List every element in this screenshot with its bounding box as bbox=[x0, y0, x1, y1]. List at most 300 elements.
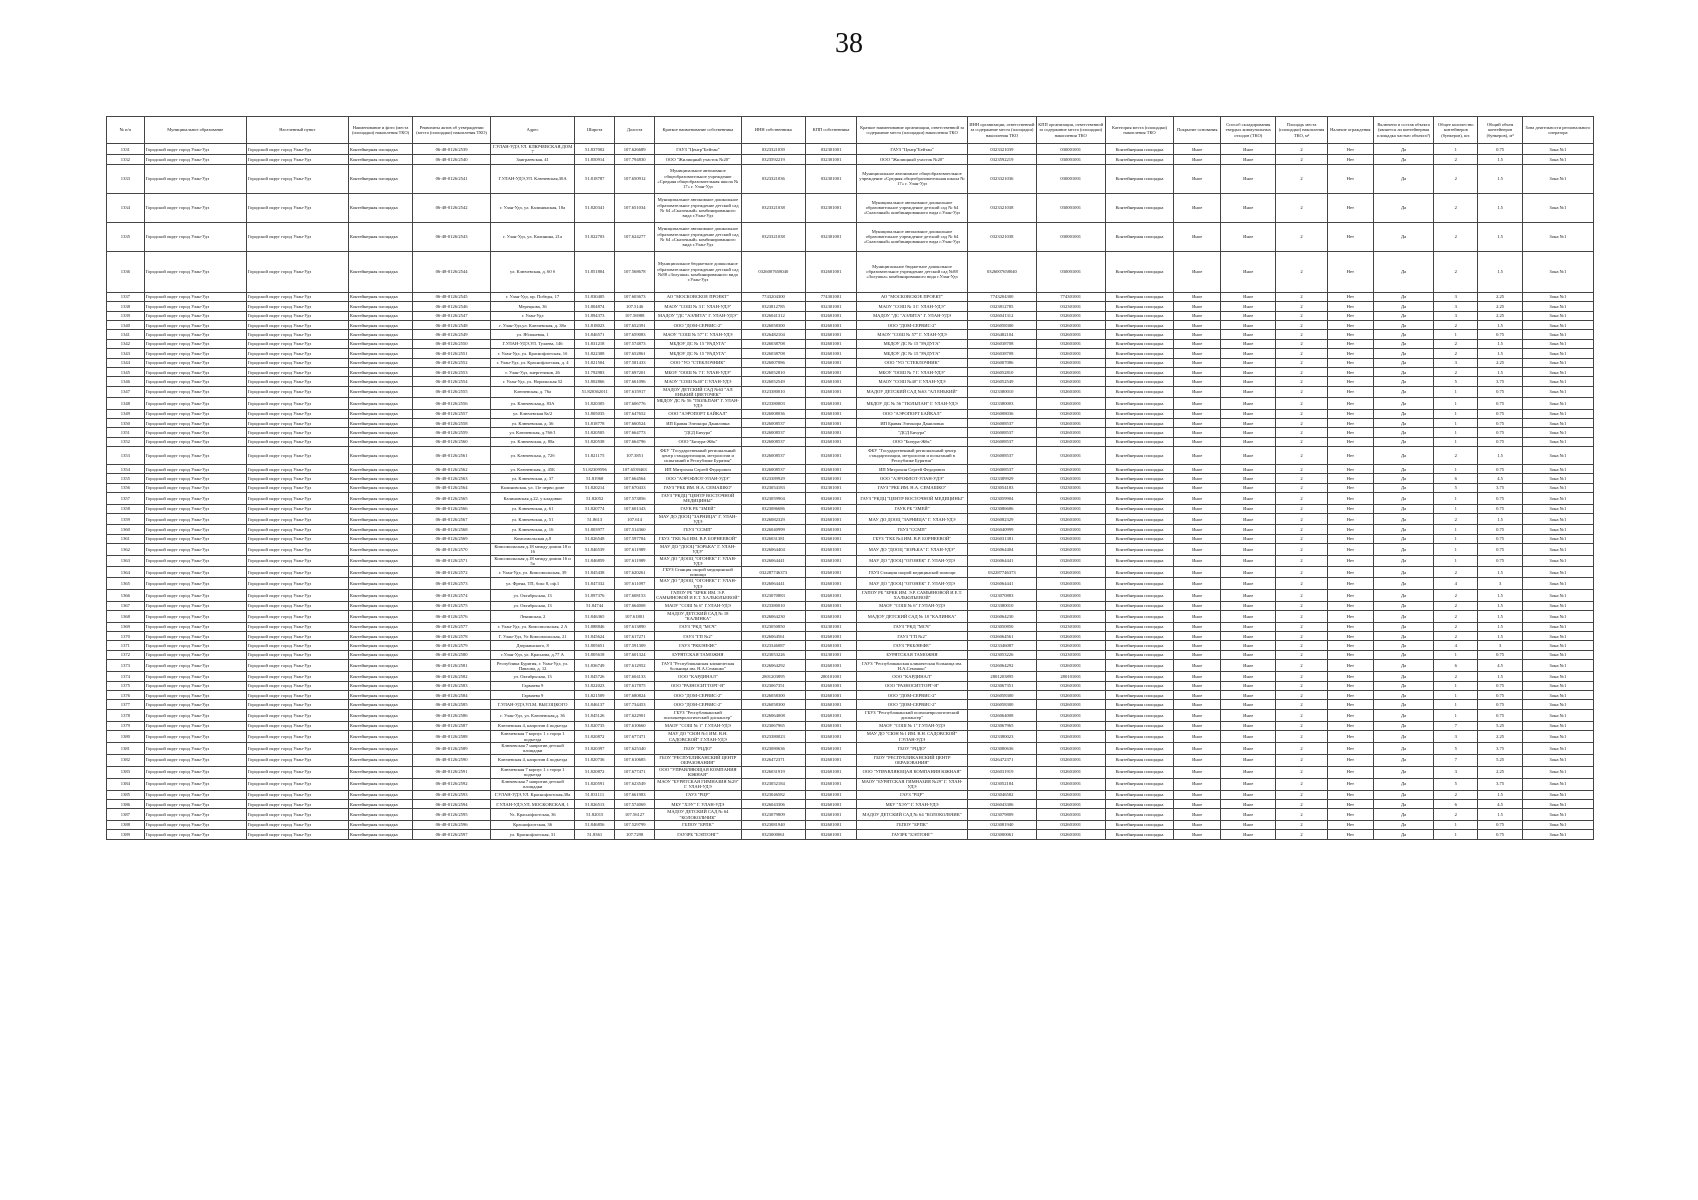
table-cell: Нет bbox=[1327, 222, 1374, 251]
table-cell: Да bbox=[1374, 766, 1434, 778]
table-cell: МАДОУ ДЕТСКИЙ САД № 64 "КОЛОКОЛЬЧИК" bbox=[655, 809, 742, 820]
table-cell: ООО "УПРАВЛЯЮЩАЯ КОМПАНИЯ ЮЖНАЯ" bbox=[857, 766, 968, 778]
table-cell: 032601001 bbox=[1036, 311, 1105, 320]
table-cell: Иное bbox=[1174, 222, 1221, 251]
table-cell: Контейнерная площадка bbox=[348, 493, 412, 504]
table-cell: Иное bbox=[1174, 386, 1221, 397]
table-cell: 06-48-0126/2576 bbox=[413, 611, 491, 622]
table-cell: Ключевская 7 напротив детской площадки bbox=[490, 778, 574, 790]
table-cell: Нет bbox=[1327, 320, 1374, 329]
table-cell: 107.568678 bbox=[615, 251, 655, 292]
table-cell: Контейнерная площадка bbox=[1105, 709, 1174, 721]
table-cell: 032301001 bbox=[806, 155, 857, 164]
table-cell: Зона №1 bbox=[1522, 790, 1593, 799]
table-cell: 2 bbox=[1434, 367, 1478, 376]
table-cell: 030001001 bbox=[1036, 251, 1105, 292]
table-cell: Контейнерная площадка bbox=[348, 251, 412, 292]
table-cell: 06-48-0126/2553 bbox=[413, 367, 491, 376]
table-cell: Городской округ город Улан-Удэ bbox=[246, 465, 348, 474]
table-cell: Контейнерная площадка bbox=[348, 809, 412, 820]
table-cell: Зона №1 bbox=[1522, 681, 1593, 690]
table-cell: Иное bbox=[1174, 578, 1221, 589]
table-cell: 032601001 bbox=[1036, 721, 1105, 730]
table-cell: Муниципальное автономное дошкольное образовательное учреждение детский сад № 64 «Сказочный» комбинированного вида г.Улан-Удэ bbox=[857, 193, 968, 222]
table-cell: 06-48-0126/2560 bbox=[413, 437, 491, 446]
table-cell: 0326064441 bbox=[968, 555, 1037, 566]
table-cell: 06-48-0126/2574 bbox=[413, 589, 491, 601]
table-cell: 1.5 bbox=[1478, 589, 1522, 601]
table-cell: Городской округ город Улан-Удэ bbox=[144, 641, 246, 650]
table-cell: 0.75 bbox=[1478, 465, 1522, 474]
table-cell: Иное bbox=[1221, 320, 1276, 329]
table-cell: 06-48-0126/2555 bbox=[413, 386, 491, 397]
table-cell: 0323067965 bbox=[741, 721, 805, 730]
table-cell: ул. Френа, ТП, бокс 8, оф.1 bbox=[490, 578, 574, 589]
table-cell: Иное bbox=[1221, 483, 1276, 492]
table-cell: МАОУ "СОШ №40" Г.УЛАН-УДЭ bbox=[857, 377, 968, 386]
table-cell: 032601001 bbox=[1036, 641, 1105, 650]
table-cell: 0323380010 bbox=[741, 601, 805, 610]
table-cell: 0323046582 bbox=[968, 790, 1037, 799]
table-cell: 0323080636 bbox=[741, 743, 805, 754]
table-cell: Иное bbox=[1221, 611, 1276, 622]
table-cell: 032601001 bbox=[806, 681, 857, 690]
table-cell: 06-48-0126/2583 bbox=[413, 681, 491, 690]
table-cell: 0326064561 bbox=[968, 632, 1037, 641]
table-cell: Иное bbox=[1221, 514, 1276, 525]
table-cell: 06-48-0126/2541 bbox=[413, 164, 491, 193]
table-cell: ул. Ключевская, д. 72б bbox=[490, 447, 574, 465]
table-cell: 2 bbox=[1276, 589, 1327, 601]
table-cell: 0323059904 bbox=[968, 493, 1037, 504]
table-cell: 1368 bbox=[107, 611, 145, 622]
table-cell: 2 bbox=[1434, 222, 1478, 251]
table-cell: 2801203895 bbox=[968, 672, 1037, 681]
table-cell: 032601001 bbox=[806, 555, 857, 566]
table-cell: АО "МОСКОВСКОЕ ПРОЕКТ" bbox=[655, 292, 742, 301]
table-cell: 032301001 bbox=[806, 302, 857, 311]
table-cell: 107.591309 bbox=[615, 641, 655, 650]
table-row bbox=[107, 731, 1594, 743]
table-cell: Ключевская 4, напротив 4 подъезда bbox=[490, 754, 574, 766]
table-cell: Городской округ город Улан-Удэ bbox=[246, 790, 348, 799]
table-cell: Контейнерная площадка bbox=[348, 222, 412, 251]
table-cell: Иное bbox=[1174, 339, 1221, 348]
table-cell: ИП Бравая Элеонора Даниловна bbox=[655, 418, 742, 427]
table-row bbox=[107, 525, 1594, 534]
table-cell: 107.647652 bbox=[615, 409, 655, 418]
table-cell: г. Улан-Удэ bbox=[490, 311, 574, 320]
table-cell: 032601001 bbox=[1036, 578, 1105, 589]
table-cell: 3 bbox=[1478, 641, 1522, 650]
table-cell: 51.820872 bbox=[575, 766, 615, 778]
table-cell: 3 bbox=[1434, 311, 1478, 320]
table-cell: МБДОУ ДС № 15 "РАДУГА" bbox=[857, 339, 968, 348]
table-cell: Иное bbox=[1221, 339, 1276, 348]
table-cell: ГБОУ "РЦДО" bbox=[857, 743, 968, 754]
table-cell: 4.5 bbox=[1478, 799, 1522, 808]
table-cell: Контейнерная площадка bbox=[1105, 437, 1174, 446]
table-cell: Нет bbox=[1327, 144, 1374, 155]
table-cell: Да bbox=[1374, 367, 1434, 376]
table-cell: 0.75 bbox=[1478, 428, 1522, 437]
table-cell: 0323067965 bbox=[968, 721, 1037, 730]
table-cell: 51.82309596 bbox=[575, 465, 615, 474]
table-cell: Контейнерная площадка bbox=[348, 731, 412, 743]
table-cell: ГАУК РБ "ЗМЕЙ" bbox=[857, 504, 968, 513]
table-cell: Нет bbox=[1327, 311, 1374, 320]
table-cell: 0326064404 bbox=[741, 544, 805, 555]
table-cell: 06-48-0126/2589 bbox=[413, 743, 491, 754]
table-cell: 0326058300 bbox=[968, 691, 1037, 700]
table-cell: Нет bbox=[1327, 251, 1374, 292]
table-row bbox=[107, 339, 1594, 348]
table-cell: Городской округ город Улан-Удэ bbox=[246, 681, 348, 690]
table-cell: Да bbox=[1374, 555, 1434, 566]
column-header: Муниципальное образование bbox=[144, 117, 246, 144]
table-cell: 107.622901 bbox=[615, 709, 655, 721]
table-cell: Городской округ город Улан-Удэ bbox=[246, 222, 348, 251]
table-cell: 107.615917 bbox=[615, 386, 655, 397]
table-cell: Да bbox=[1374, 830, 1434, 839]
column-header: ИНН собственника bbox=[741, 117, 805, 144]
table-cell: г. Улан-Удэ, ул. Комсомольская, 2 А bbox=[490, 622, 574, 631]
table-row bbox=[107, 320, 1594, 329]
column-header: Наличие ограждения bbox=[1327, 117, 1374, 144]
table-cell: 51.820591 bbox=[575, 778, 615, 790]
table-cell: 032601001 bbox=[806, 437, 857, 446]
table-cell: 107.697201 bbox=[615, 367, 655, 376]
table-cell: 51.822308 bbox=[575, 349, 615, 358]
table-cell: ГБУЗ "Республиканский психоневрологический диспансер" bbox=[857, 709, 968, 721]
table-cell: 51.820305 bbox=[575, 398, 615, 409]
table-cell: Иное bbox=[1174, 691, 1221, 700]
table-cell: Иное bbox=[1221, 790, 1276, 799]
table-cell: Г.УЛАН-УДЭ,УЛ. Краснофлотская,38а bbox=[490, 790, 574, 799]
table-cell: 107.610660 bbox=[615, 721, 655, 730]
table-cell: 0326008537 bbox=[741, 428, 805, 437]
table-row bbox=[107, 330, 1594, 339]
table-cell: 51.888846 bbox=[575, 622, 615, 631]
table-cell: Зона №1 bbox=[1522, 700, 1593, 709]
table-cell: 1.5 bbox=[1478, 251, 1522, 292]
table-cell: Зона №1 bbox=[1522, 809, 1593, 820]
table-cell: Иное bbox=[1174, 766, 1221, 778]
table-cell: 0326038708 bbox=[741, 339, 805, 348]
table-cell: Городской округ город Улан-Удэ bbox=[144, 377, 246, 386]
table-cell: МАДОУ "ДС "АЭЛИТА" Г. УЛАН-УДЭ" bbox=[655, 311, 742, 320]
table-cell: 1344 bbox=[107, 358, 145, 367]
table-cell: 032601001 bbox=[806, 830, 857, 839]
table-cell: Контейнерная площадка bbox=[1105, 766, 1174, 778]
table-body bbox=[107, 144, 1594, 840]
table-cell: 0323080636 bbox=[968, 743, 1037, 754]
table-cell: 032601001 bbox=[1036, 386, 1105, 397]
table-cell: 2.25 bbox=[1478, 311, 1522, 320]
table-cell: 0323321036 bbox=[741, 164, 805, 193]
table-cell: 032601001 bbox=[806, 398, 857, 409]
table-cell: МАДОУ ДЕТСКИЙ САД №63 "АЛ ЕНЬКИЙ" bbox=[857, 386, 968, 397]
table-cell: 51.803977 bbox=[575, 525, 615, 534]
table-cell: 2 bbox=[1276, 349, 1327, 358]
table-cell: 032601001 bbox=[1036, 398, 1105, 409]
table-cell: Зона №1 bbox=[1522, 437, 1593, 446]
table-cell: 06-48-0126/2580 bbox=[413, 650, 491, 659]
table-cell: Иное bbox=[1174, 743, 1221, 754]
table-cell: Комсомольская д.8 bbox=[490, 534, 574, 543]
table-cell: 5 bbox=[1434, 743, 1478, 754]
table-cell: 1 bbox=[1434, 465, 1478, 474]
table-cell: Да bbox=[1374, 650, 1434, 659]
table-cell: Иное bbox=[1221, 567, 1276, 578]
table-cell: Контейнерная площадка bbox=[1105, 377, 1174, 386]
table-cell: Калиновская, ул. 11е перво доме bbox=[490, 483, 574, 492]
table-cell: ул. Ключевская, д.76б/1 bbox=[490, 428, 574, 437]
table-cell: 2 bbox=[1276, 754, 1327, 766]
table-cell: 107.597784 bbox=[615, 534, 655, 543]
table-cell: 06-48-0126/2584 bbox=[413, 691, 491, 700]
table-cell: Иное bbox=[1174, 144, 1221, 155]
table-cell: Ул. Краснофлотская, 36 bbox=[490, 809, 574, 820]
table-cell: 1 bbox=[1434, 544, 1478, 555]
table-row bbox=[107, 672, 1594, 681]
table-cell: ГБПОУ "БРПК" bbox=[655, 820, 742, 829]
table-cell: Контейнерная площадка bbox=[348, 641, 412, 650]
table-cell: 107.659083 bbox=[615, 330, 655, 339]
table-cell: Контейнерная площадка bbox=[348, 681, 412, 690]
table-cell: Зона №1 bbox=[1522, 428, 1593, 437]
table-cell: 032601001 bbox=[1036, 493, 1105, 504]
table-cell: 0326058300 bbox=[741, 700, 805, 709]
table-cell: 1337 bbox=[107, 292, 145, 301]
table-cell: 51.822703 bbox=[575, 222, 615, 251]
table-cell: 5 bbox=[1434, 483, 1478, 492]
table-cell: Да bbox=[1374, 622, 1434, 631]
table-cell: 06-48-0126/2559 bbox=[413, 428, 491, 437]
table-cell: 51.84744 bbox=[575, 601, 615, 610]
column-header: Включено в состав объекта (является ли контейнерная площадка частью объекта?) bbox=[1374, 117, 1434, 144]
table-cell: Нет bbox=[1327, 622, 1374, 631]
table-cell: 2 bbox=[1434, 193, 1478, 222]
table-cell: Нет bbox=[1327, 386, 1374, 397]
table-cell: 2 bbox=[1434, 622, 1478, 631]
table-cell: 51.820362011 bbox=[575, 386, 615, 397]
table-cell: ГБУЗ "ССМП" bbox=[655, 525, 742, 534]
table-cell: МАУ ДО "СЮН №1 ИМ. В.Н. САДОВСКОЙ" Г.УЛАН-УДЭ bbox=[655, 731, 742, 743]
table-cell: 2.25 bbox=[1478, 292, 1522, 301]
table-cell: 4 bbox=[1434, 578, 1478, 589]
table-cell: 2 bbox=[1276, 731, 1327, 743]
table-cell: 1366 bbox=[107, 589, 145, 601]
table-cell: 2 bbox=[1276, 700, 1327, 709]
table-cell: Контейнерная площадка bbox=[348, 302, 412, 311]
table-cell: Зона №1 bbox=[1522, 349, 1593, 358]
table-row bbox=[107, 799, 1594, 808]
table-cell: ООО "АЭРОФЛОТ-УЛАН-УДЭ" bbox=[655, 474, 742, 483]
table-cell: 032601001 bbox=[806, 493, 857, 504]
table-cell: 032601001 bbox=[806, 660, 857, 672]
table-cell: 1358 bbox=[107, 504, 145, 513]
table-cell: 51.830405 bbox=[575, 292, 615, 301]
table-cell: 1.5 bbox=[1478, 567, 1522, 578]
table-cell: Иное bbox=[1174, 622, 1221, 631]
table-cell: 3 bbox=[1434, 302, 1478, 311]
table-cell: 51.820735 bbox=[575, 721, 615, 730]
column-header: Долгота bbox=[615, 117, 655, 144]
table-cell: Контейнерная площадка bbox=[348, 799, 412, 808]
table-cell: Нет bbox=[1327, 483, 1374, 492]
table-cell: 06-48-0126/2563 bbox=[413, 474, 491, 483]
table-cell: 0326008036 bbox=[968, 409, 1037, 418]
table-cell: Контейнерная площадка bbox=[1105, 641, 1174, 650]
table-cell: 032601001 bbox=[806, 809, 857, 820]
table-row bbox=[107, 534, 1594, 543]
table-cell: Городской округ город Улан-Удэ bbox=[144, 302, 246, 311]
table-cell: 1352 bbox=[107, 437, 145, 446]
table-cell: 0326064561 bbox=[741, 632, 805, 641]
table-cell: Городской округ город Улан-Удэ bbox=[144, 778, 246, 790]
table-cell: 032601001 bbox=[806, 544, 857, 555]
table-cell: 1388 bbox=[107, 820, 145, 829]
table-cell: Иное bbox=[1221, 292, 1276, 301]
table-cell: 107.7298 bbox=[615, 830, 655, 839]
table-cell: МАДОУ "ДС "АЭЛИТА" Г. УЛАН-УДЭ bbox=[857, 311, 968, 320]
table-cell: 032301001 bbox=[806, 483, 857, 492]
table-cell: ГАУЗ "Республиканская клиническая больница им. Н.А.Семашко" bbox=[655, 660, 742, 672]
table-cell: Да bbox=[1374, 754, 1434, 766]
table-cell: МБУ "ХЭУ" Г. УЛАН-УДЭ bbox=[655, 799, 742, 808]
table-cell: 107.620261 bbox=[615, 567, 655, 578]
table-cell: Иное bbox=[1221, 437, 1276, 446]
table-cell: Контейнерная площадка bbox=[1105, 830, 1174, 839]
table-cell: ООО "Жилищный участок №20" bbox=[655, 155, 742, 164]
table-cell: Городской округ город Улан-Удэ bbox=[246, 611, 348, 622]
table-cell: Зона №1 bbox=[1522, 483, 1593, 492]
table-cell: Контейнерная площадка bbox=[348, 525, 412, 534]
table-cell: Да bbox=[1374, 641, 1434, 650]
table-cell: 1 bbox=[1434, 398, 1478, 409]
table-cell: Контейнерная площадка bbox=[348, 672, 412, 681]
table-cell: Да bbox=[1374, 474, 1434, 483]
table-cell: 1 bbox=[1434, 700, 1478, 709]
table-cell: 032601001 bbox=[806, 474, 857, 483]
table-cell: 51.845126 bbox=[575, 709, 615, 721]
table-cell: 030001001 bbox=[1036, 155, 1105, 164]
table-cell: Иное bbox=[1221, 311, 1276, 320]
table-cell: Городской округ город Улан-Удэ bbox=[144, 743, 246, 754]
table-row bbox=[107, 349, 1594, 358]
table-cell: 032601001 bbox=[806, 386, 857, 397]
table-cell: Нет bbox=[1327, 349, 1374, 358]
table-cell: 1351 bbox=[107, 428, 145, 437]
table-cell: Городской округ город Улан-Удэ bbox=[144, 386, 246, 397]
table-cell: 06-48-0126/2558 bbox=[413, 418, 491, 427]
table-cell: 51.802866 bbox=[575, 377, 615, 386]
table-cell: 107.623549 bbox=[615, 778, 655, 790]
table-cell: Гармаева 9 bbox=[490, 681, 574, 690]
table-cell: Городской округ город Улан-Удэ bbox=[246, 386, 348, 397]
table-cell: 032601001 bbox=[1036, 830, 1105, 839]
table-cell: МАОУ "СОШ № 6" Г.УЛАН-УДЭ bbox=[655, 601, 742, 610]
table-cell: Иное bbox=[1174, 799, 1221, 808]
table-cell: Зона №1 bbox=[1522, 144, 1593, 155]
table-cell: Нет bbox=[1327, 660, 1374, 672]
table-cell: Контейнерная площадка bbox=[348, 721, 412, 730]
table-cell: 280101001 bbox=[1036, 672, 1105, 681]
table-cell: Да bbox=[1374, 514, 1434, 525]
table-cell: Контейнерная площадка bbox=[348, 700, 412, 709]
table-cell: 0323086686 bbox=[968, 504, 1037, 513]
table-cell: 51.850914 bbox=[575, 155, 615, 164]
table-cell: 0.75 bbox=[1478, 330, 1522, 339]
table-cell: Городской округ город Улан-Удэ bbox=[144, 721, 246, 730]
table-cell: 1376 bbox=[107, 691, 145, 700]
table-cell: Иное bbox=[1174, 700, 1221, 709]
table-cell: 032601001 bbox=[806, 514, 857, 525]
table-cell: 06-48-0126/2570 bbox=[413, 544, 491, 555]
table-cell: Нет bbox=[1327, 330, 1374, 339]
table-cell: Нет bbox=[1327, 766, 1374, 778]
table-cell: Зона №1 bbox=[1522, 292, 1593, 301]
table-cell: Городской округ город Улан-Удэ bbox=[246, 754, 348, 766]
table-cell: ГАУЗРБ "БЭЛТОНГ" bbox=[857, 830, 968, 839]
table-cell: ул. Октябрьская, 13 bbox=[490, 589, 574, 601]
table-cell: 0323380010 bbox=[741, 386, 805, 397]
table-cell: 06-48-0126/2573 bbox=[413, 578, 491, 589]
table-cell: Городской округ город Улан-Удэ bbox=[246, 731, 348, 743]
table-cell: Контейнерная площадка bbox=[1105, 681, 1174, 690]
table-cell: Зона №1 bbox=[1522, 409, 1593, 418]
table-cell: 51.846859 bbox=[575, 555, 615, 566]
table-cell: Иное bbox=[1174, 164, 1221, 193]
table-cell: 1331 bbox=[107, 144, 145, 155]
table-cell: 0323321036 bbox=[968, 164, 1037, 193]
table-cell: МАОУ "СОШ № 1" Г.УЛАН-УДЭ bbox=[655, 721, 742, 730]
table-cell: Иное bbox=[1221, 428, 1276, 437]
table-cell: 1381 bbox=[107, 743, 145, 754]
table-cell: Да bbox=[1374, 611, 1434, 622]
table-cell: 0326008537 bbox=[741, 437, 805, 446]
table-cell: МАУ ДО "ДООЦ "ОГОНЕК" Г. УЛАН-УДЭ bbox=[857, 578, 968, 589]
table-cell: 032601001 bbox=[806, 251, 857, 292]
table-cell: 51.822023 bbox=[575, 681, 615, 690]
table-cell: 06-48-0126/2586 bbox=[413, 709, 491, 721]
table-cell: Нет bbox=[1327, 493, 1374, 504]
table-cell: Контейнерная площадка bbox=[348, 534, 412, 543]
table-cell: 1.5 bbox=[1478, 632, 1522, 641]
table-cell: 032287746373 bbox=[741, 567, 805, 578]
table-cell: г. Улан-Удэ, ул. Краснофлотская, 1б bbox=[490, 349, 574, 358]
table-cell: 032301001 bbox=[806, 164, 857, 193]
table-cell: Контейнерная площадка bbox=[1105, 514, 1174, 525]
table-cell: 06-48-0126/2566 bbox=[413, 504, 491, 513]
table-cell: Контейнерная площадка bbox=[348, 650, 412, 659]
table-cell: Контейнерная площадка bbox=[348, 567, 412, 578]
table-cell: 3.75 bbox=[1478, 778, 1522, 790]
table-cell: 0323389929 bbox=[741, 474, 805, 483]
table-row bbox=[107, 418, 1594, 427]
table-cell: Нет bbox=[1327, 641, 1374, 650]
table-cell: 2 bbox=[1434, 164, 1478, 193]
table-cell: 6 bbox=[1434, 660, 1478, 672]
table-cell: Иное bbox=[1221, 660, 1276, 672]
table-cell: 030001001 bbox=[1036, 222, 1105, 251]
table-cell: 1 bbox=[1434, 820, 1478, 829]
table-cell: 0326064441 bbox=[741, 578, 805, 589]
table-cell: 1363 bbox=[107, 555, 145, 566]
table-cell: ул. Краснофлотская, 31 bbox=[490, 830, 574, 839]
table-cell: Контейнерная площадка bbox=[1105, 601, 1174, 610]
